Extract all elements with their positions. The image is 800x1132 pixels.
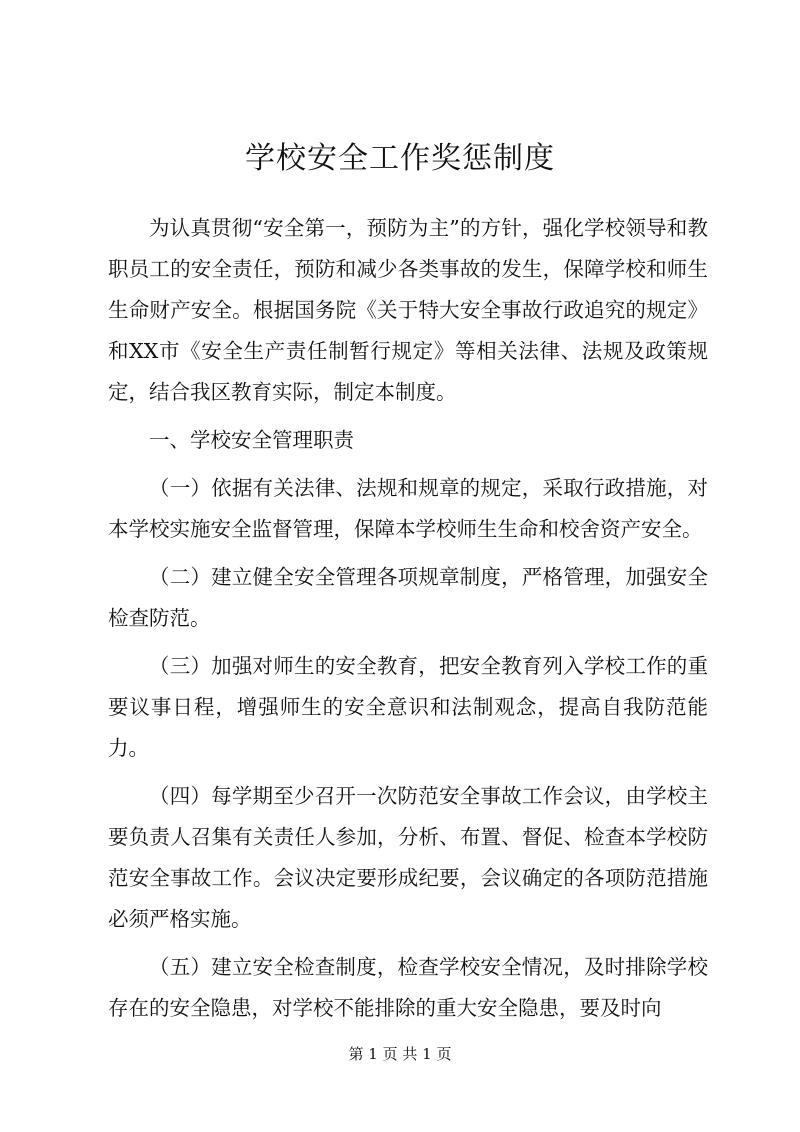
clause-3-paragraph: （三）加强对师生的安全教育，把安全教育列入学校工作的重要议事日程，增强师生的安全意识和法制观念，提高自我防范能力。: [108, 654, 708, 760]
clause-2-paragraph: （二）建立健全安全管理各项规章制度，严格管理，加强安全检查防范。: [108, 565, 708, 630]
section-heading-responsibilities: 一、学校安全管理职责: [149, 428, 354, 452]
intro-paragraph: 为认真贯彻“安全第一，预防为主”的方针，强化学校领导和教职员工的安全责任，预防和减少各类事故的发生，保障学校和师生生命财产安全。根据国务院《关于特大安全事故行政追究的规定》和XX市《安全生产责任制暂行规定》等相关法律、法规及政策规定，结合我区教育实际，制定本制度。: [108, 216, 708, 404]
document-body: [108, 208, 708, 1036]
document-title: 学校安全工作奖惩制度: [245, 141, 555, 176]
clause-1-paragraph: （一）依据有关法律、法规和规章的规定，采取行政措施，对本学校实施安全监督管理，保障本学校师生生命和校舍资产安全。: [108, 476, 708, 541]
clause-5-paragraph: （五）建立安全检查制度，检查学校安全情况，及时排除学校存在的安全隐患，对学校不能排除的重大安全隐患，要及时向: [108, 955, 708, 1020]
page-number-footer: 第 1 页 共 1 页: [348, 1045, 452, 1063]
clause-4-paragraph: （四）每学期至少召开一次防范安全事故工作会议，由学校主要负责人召集有关责任人参加，分析、布置、督促、检查本学校防范安全事故工作。会议决定要形成纪要，会议确定的各项防范措施必须严格实施。: [108, 784, 708, 931]
